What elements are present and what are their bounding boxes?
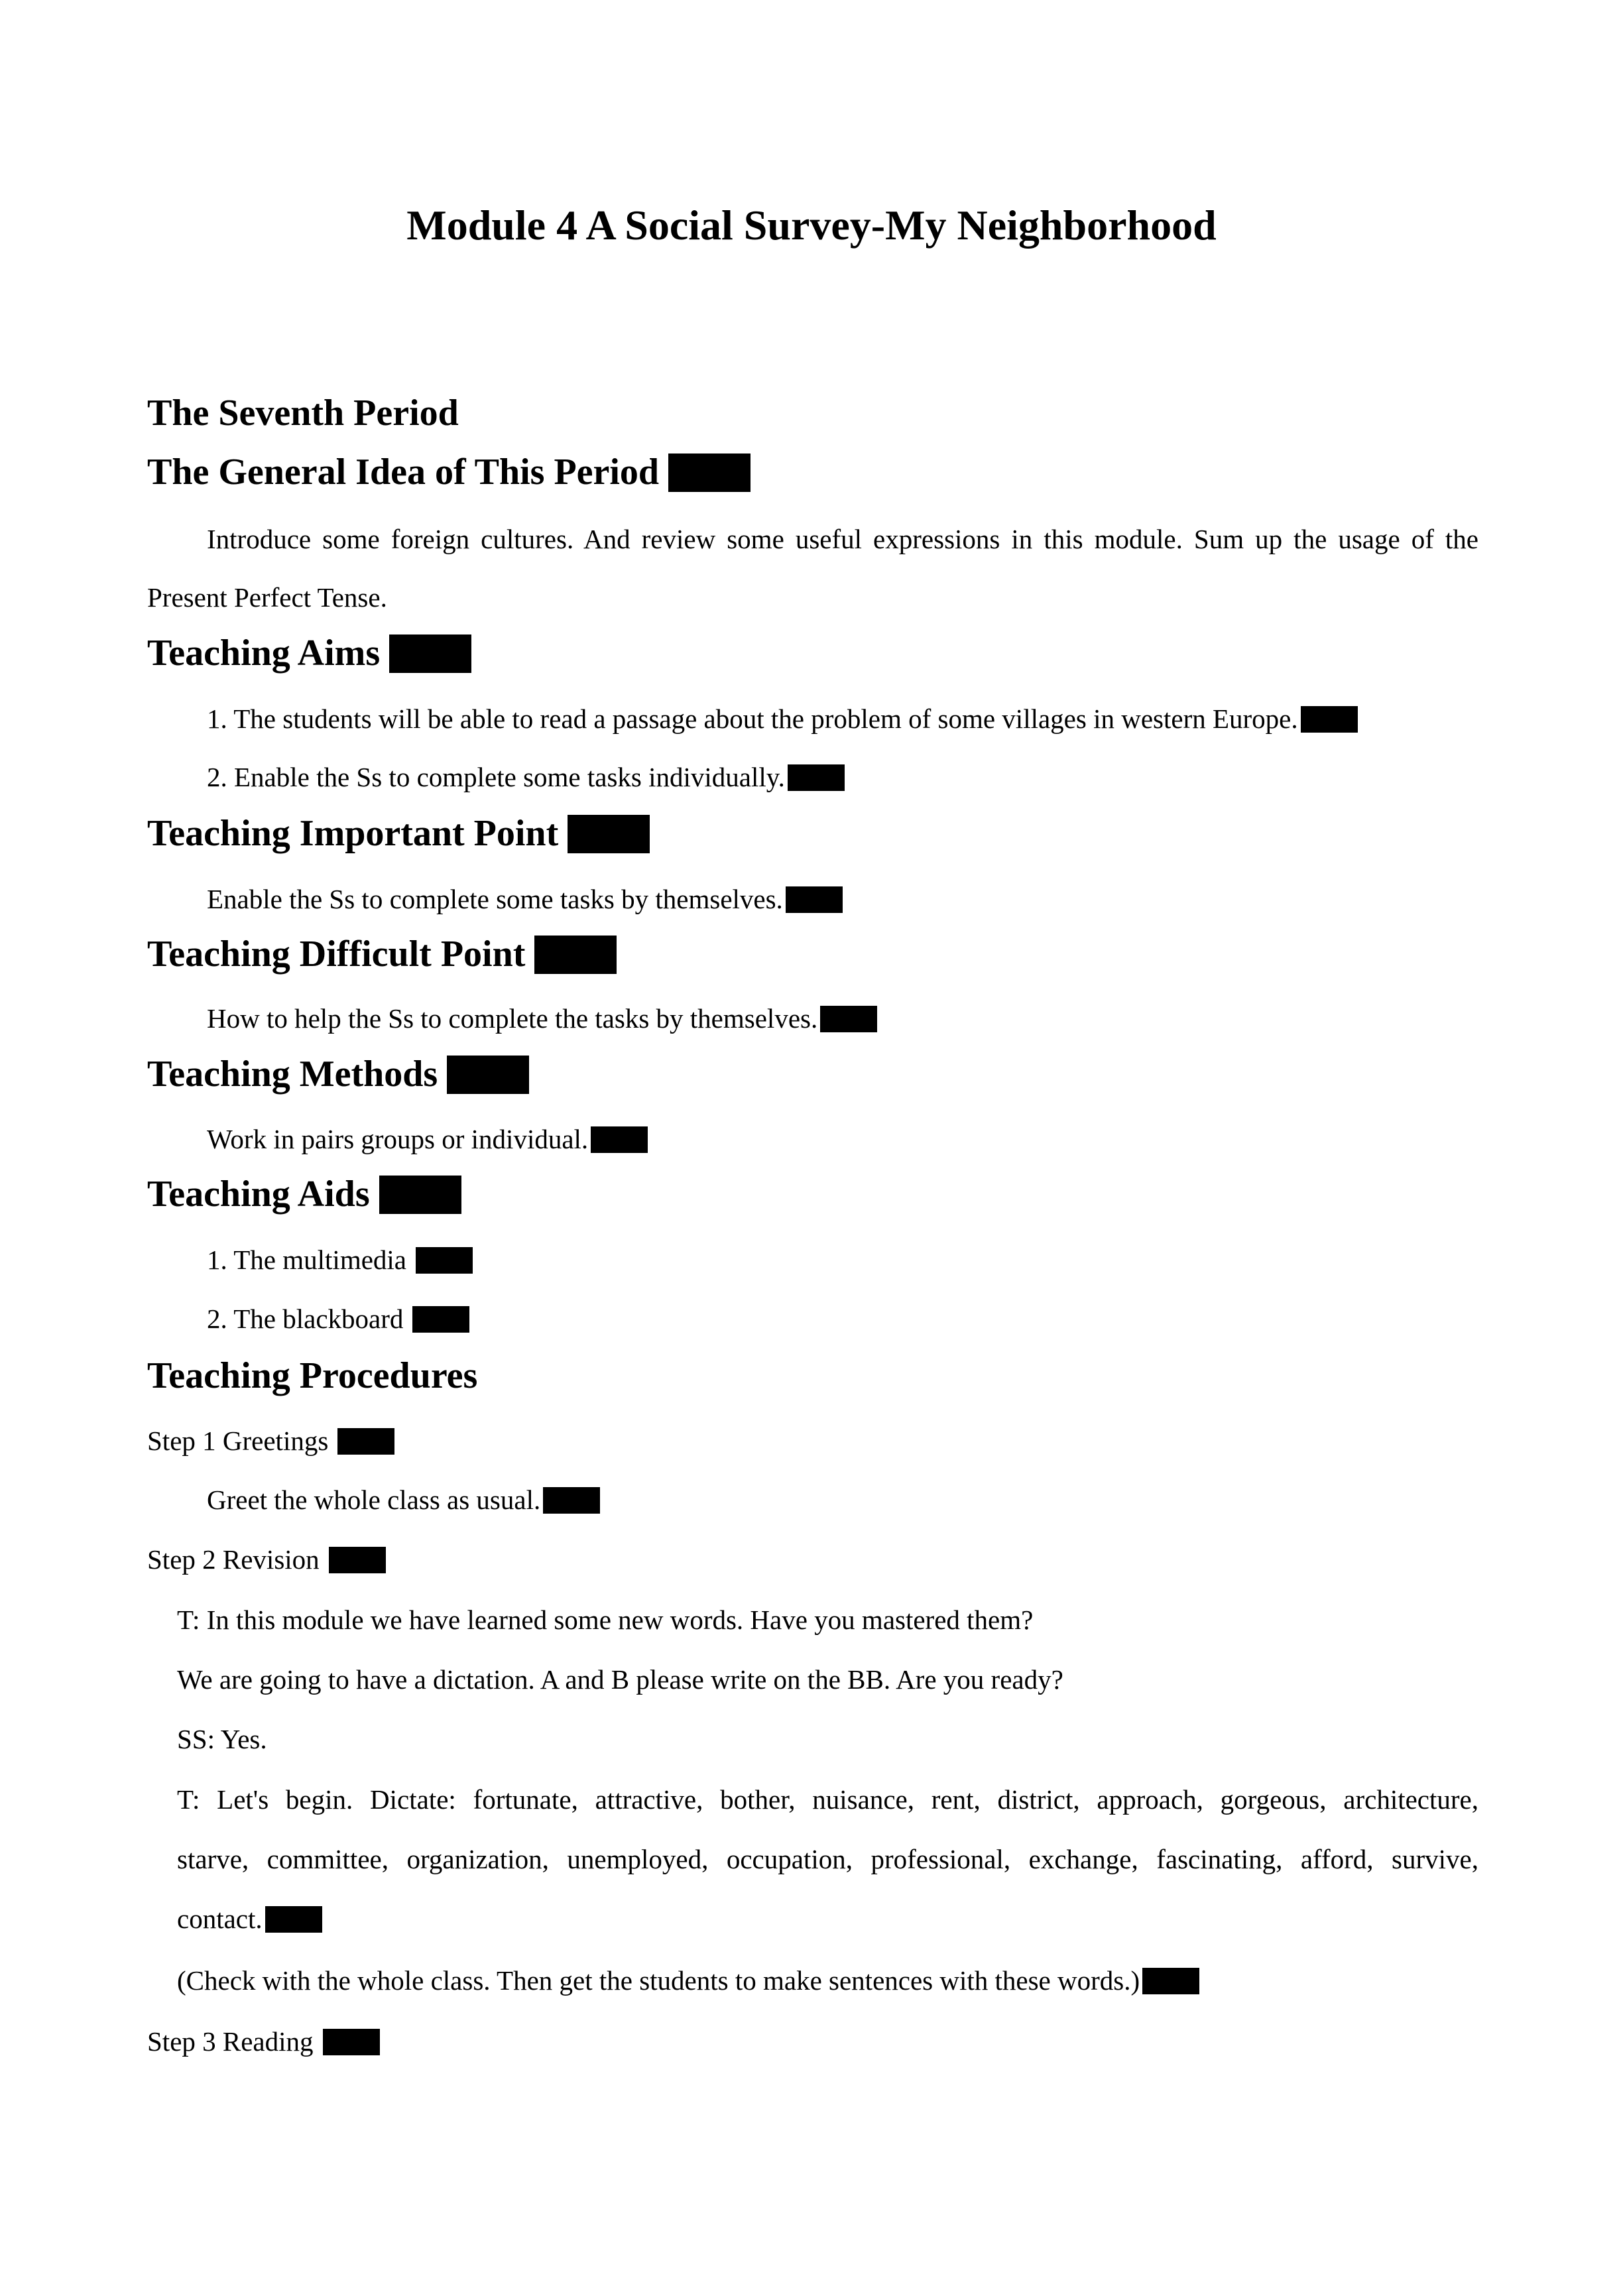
- important-point-text: [207, 882, 843, 916]
- step1-text: [207, 1482, 600, 1517]
- period-heading: The Seventh Period: [147, 393, 459, 434]
- step1-label-text: Step 1 Greetings: [147, 1425, 329, 1456]
- redaction-block: [543, 1487, 600, 1514]
- teaching-aim-item-2-text: 2. Enable the Ss to complete some tasks individually.: [207, 762, 785, 792]
- important-point-heading: [147, 810, 650, 857]
- redaction-block: [265, 1906, 322, 1933]
- difficult-point-text-content: How to help the Ss to complete the tasks by themselves.: [207, 1003, 818, 1034]
- step2-label-text: Step 2 Revision: [147, 1544, 320, 1575]
- teaching-aims-heading: [147, 630, 471, 676]
- methods-text: [207, 1122, 648, 1156]
- teaching-aim-item-1-text: 1. The students will be able to read a passage about the problem of some villages in western Europe.: [207, 703, 1298, 734]
- aids-item-1-text: 1. The multimedia: [207, 1244, 406, 1275]
- difficult-point-text: [207, 1001, 877, 1036]
- step2-line-7-text: (Check with the whole class. Then get the students to make sentences with these words.): [177, 1965, 1140, 1996]
- teaching-aims-heading-text: Teaching Aims: [147, 633, 381, 674]
- methods-text-content: Work in pairs groups or individual.: [207, 1124, 589, 1154]
- document-title: Module 4 A Social Survey-My Neighborhood: [406, 202, 1217, 249]
- redaction-block: [412, 1306, 469, 1333]
- step2-line-3: SS: Yes.: [177, 1724, 267, 1754]
- aids-item-2: [207, 1301, 469, 1336]
- redaction-block: [788, 764, 845, 791]
- step2-line-2: We are going to have a dictation. A and B please write on the BB. Are you ready?: [177, 1664, 1063, 1695]
- redaction-block: [337, 1428, 394, 1455]
- step1-text-content: Greet the whole class as usual.: [207, 1484, 541, 1515]
- teaching-aim-item-2: [207, 760, 845, 794]
- methods-heading-text: Teaching Methods: [147, 1054, 438, 1095]
- teaching-aim-item-1: [207, 701, 1358, 736]
- redaction-block: [1301, 706, 1358, 733]
- redaction-block: [534, 936, 617, 974]
- redaction-block: [820, 1006, 877, 1032]
- step2-line-5: starve, committee, organization, unemployed, occupation, professional, exchange, fascinating, afford, survive,: [177, 1844, 1478, 1874]
- important-point-text-content: Enable the Ss to complete some tasks by themselves.: [207, 884, 783, 914]
- redaction-block: [416, 1247, 473, 1274]
- step3-label: [147, 2024, 380, 2059]
- step2-line-6: [177, 1902, 322, 1936]
- redaction-block: [1142, 1968, 1199, 1994]
- redaction-block: [668, 453, 751, 492]
- redaction-block: [568, 815, 650, 853]
- important-point-heading-text: Teaching Important Point: [147, 813, 559, 854]
- redaction-block: [447, 1056, 529, 1094]
- step1-label: [147, 1423, 394, 1458]
- step2-line-1: T: In this module we have learned some new words. Have you mastered them?: [177, 1604, 1034, 1635]
- aids-item-2-text: 2. The blackboard: [207, 1303, 404, 1334]
- aids-heading: [147, 1171, 461, 1217]
- procedures-heading: Teaching Procedures: [147, 1355, 478, 1396]
- difficult-point-heading-text: Teaching Difficult Point: [147, 934, 526, 975]
- methods-heading: [147, 1051, 529, 1097]
- aids-item-1: [207, 1242, 473, 1277]
- step2-line-4: T: Let's begin. Dictate: fortunate, attractive, bother, nuisance, rent, district, approach, gorgeous, architecture,: [177, 1784, 1478, 1815]
- redaction-block: [379, 1176, 461, 1214]
- redaction-block: [591, 1126, 648, 1153]
- general-idea-text-line1: Introduce some foreign cultures. And review some useful expressions in this module. Sum up the usage of the: [207, 524, 1478, 554]
- step2-label: [147, 1542, 386, 1577]
- redaction-block: [389, 634, 471, 673]
- step2-line-7: [177, 1963, 1199, 1998]
- difficult-point-heading: [147, 931, 617, 977]
- step2-line-6-text: contact.: [177, 1903, 263, 1934]
- general-idea-heading-text: The General Idea of This Period: [147, 452, 660, 493]
- redaction-block: [323, 2029, 380, 2055]
- general-idea-text-line2: Present Perfect Tense.: [147, 582, 387, 613]
- redaction-block: [786, 886, 843, 913]
- general-idea-heading: [147, 449, 751, 495]
- step3-label-text: Step 3 Reading: [147, 2026, 314, 2057]
- aids-heading-text: Teaching Aids: [147, 1174, 370, 1215]
- redaction-block: [329, 1547, 386, 1573]
